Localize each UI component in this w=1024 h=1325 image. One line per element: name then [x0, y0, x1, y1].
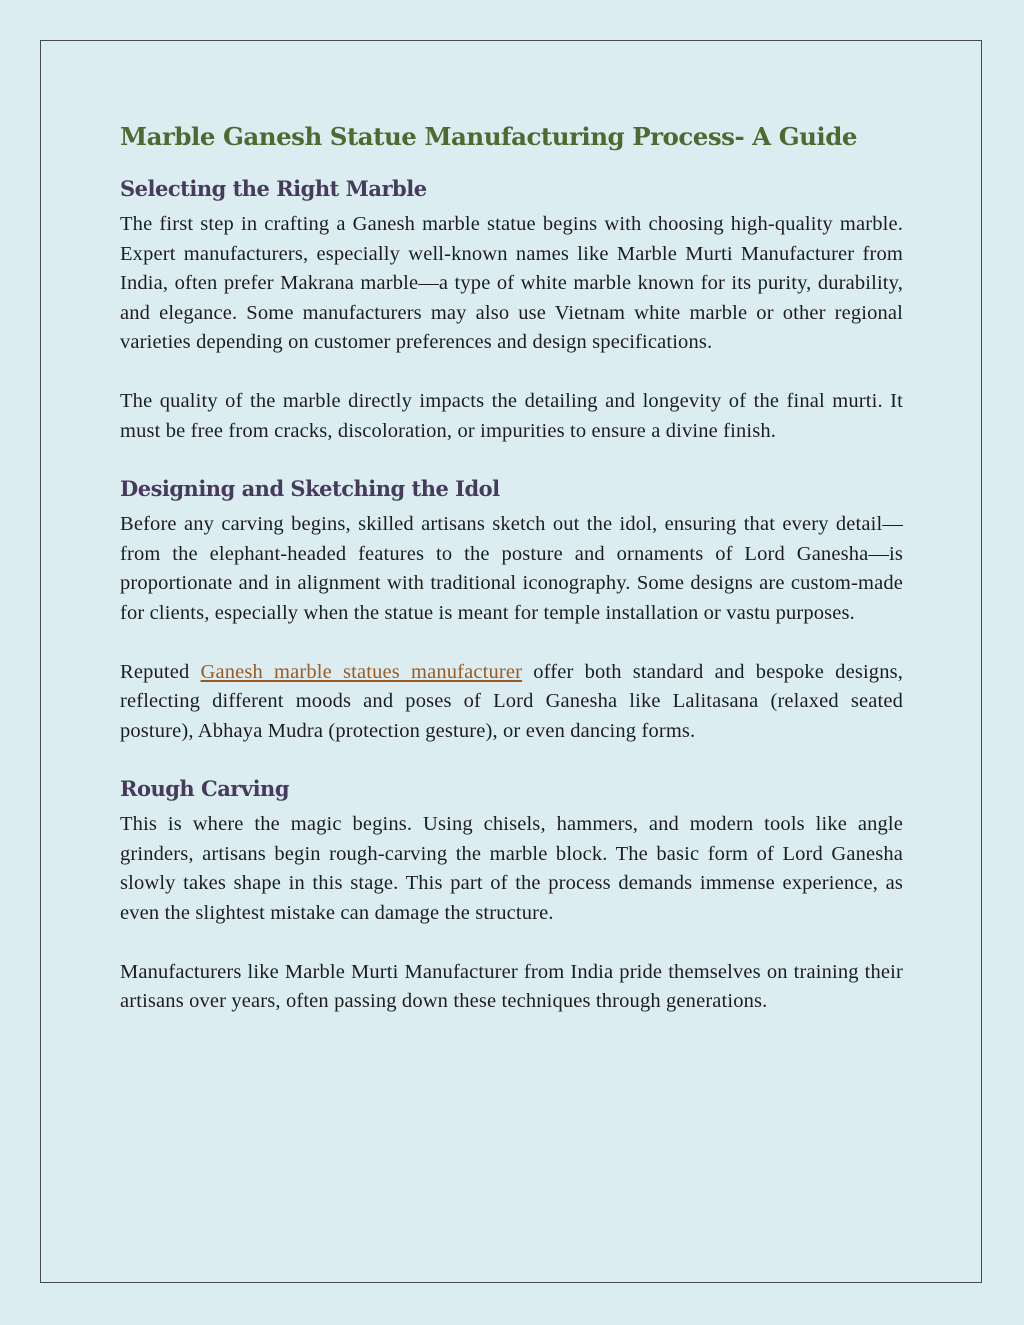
paragraph: The quality of the marble directly impacts the detailing and longevity of the final murti. It must be free from cracks, discoloration, or impurities to ensure a divine finish. — [120, 390, 903, 442]
section-heading-rough-carving: Rough Carving — [120, 776, 290, 801]
paragraph-with-link — [120, 658, 903, 747]
paragraph: The first step in crafting a Ganesh marble statue begins with choosing high-quality marble. Expert manufacturers, especially well-known names like Marble Murti Manufacturer from India, often prefer Makrana marble—a type of white marble known for its purity, durability, and elegance. Some manufacturers may also use Vietnam white marble or other regional varieties depending on customer preferences and design specifications. — [120, 213, 903, 353]
link-paragraph-prefix: Reputed — [120, 660, 201, 683]
section-heading-designing-sketching: Designing and Sketching the Idol — [120, 476, 500, 501]
paragraph: This is where the magic begins. Using chisels, hammers, and modern tools like angle grinders, artisans begin rough-carving the marble block. The basic form of Lord Ganesha slowly takes shape in this stage. This part of the process demands immense experience, as even the slightest mistake can damage the structure. — [120, 813, 903, 924]
section-heading-selecting-marble: Selecting the Right Marble — [120, 176, 427, 201]
paragraph: Manufacturers like Marble Murti Manufacturer from India pride themselves on training their artisans over years, often passing down these techniques through generations. — [120, 960, 903, 1012]
link-paragraph-suffix: offer both standard and bespoke designs, reflecting different moods and poses of Lord Ganesha like Lalitasana (relaxed seated posture), Abhaya Mudra (protection gesture), or even dancing forms. — [120, 660, 903, 742]
ganesh-statues-manufacturer-link[interactable]: Ganesh marble statues manufacturer — [200, 660, 523, 683]
page-title: Marble Ganesh Statue Manufacturing Process- A Guide — [120, 122, 857, 151]
paragraph: Before any carving begins, skilled artisans sketch out the idol, ensuring that every detail—from the elephant-headed features to the posture and ornaments of Lord Ganesha—is proportionate and in alignment with traditional iconography. Some designs are custom-made for clients, especially when the statue is meant for temple installation or vastu purposes. — [120, 513, 903, 624]
document-content — [120, 120, 903, 1017]
